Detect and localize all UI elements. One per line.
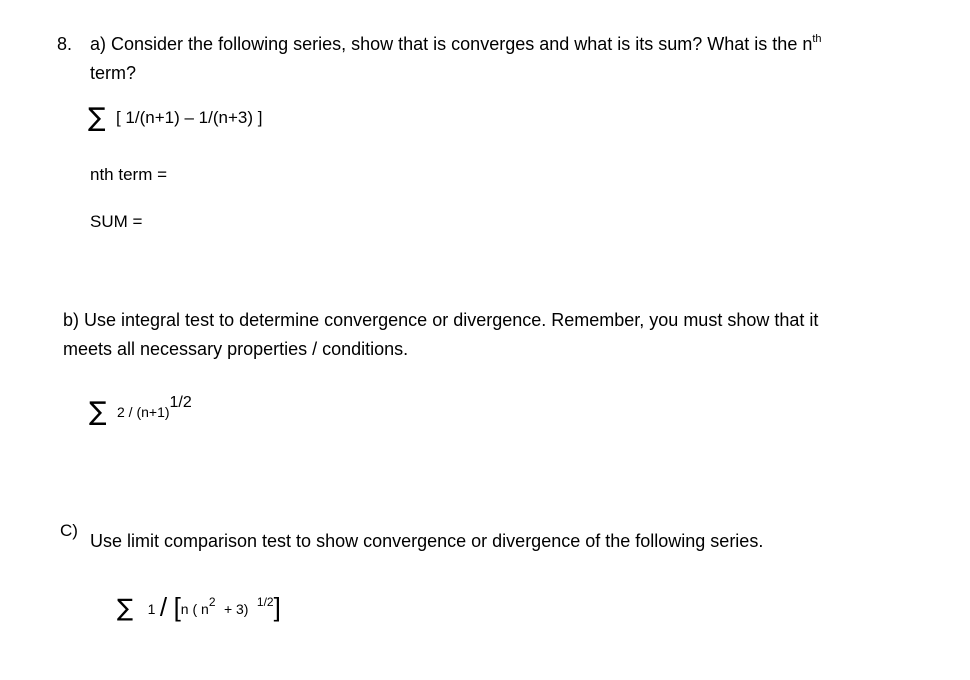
part-c-exponent-2: 2 (208, 595, 216, 609)
summation-icon: ∑ (117, 594, 134, 622)
part-a-series-expression: [ 1/(n+1) – 1/(n+3) ] (115, 108, 263, 127)
part-a-prompt-line1 (90, 33, 822, 55)
part-c-expr-n: n ( n (180, 601, 209, 617)
part-a-series (88, 105, 262, 132)
summation-icon: ∑ (89, 397, 107, 427)
part-a-prompt-superscript: th (812, 33, 822, 45)
nth-term-label: nth term = (90, 165, 168, 184)
part-c-label: C) (60, 521, 78, 540)
part-a-prompt-line2: term? (90, 63, 137, 83)
part-b-prompt-line2: meets all necessary properties / conditions. (63, 339, 409, 359)
part-c-slash: / (159, 592, 168, 622)
part-b-prompt-line1: b) Use integral test to determine convergence or divergence. Remember, you must show that it (63, 310, 819, 330)
part-b-series-base: 2 / (n+1) (116, 404, 170, 420)
question-number: 8. (57, 34, 73, 54)
part-c-open-bracket: [ (173, 592, 181, 622)
part-c-series (117, 594, 281, 621)
part-b-series (89, 394, 192, 427)
part-c-prompt: Use limit comparison test to show convergence or divergence of the following series. (90, 531, 764, 551)
part-a-prompt-text: a) Consider the following series, show that is converges and what is its sum? What is the n (90, 34, 813, 54)
part-c-expr-plus: + 3) (223, 601, 249, 617)
summation-icon: ∑ (88, 103, 106, 133)
part-c-close-bracket: ] (273, 592, 281, 622)
sum-label: SUM = (90, 212, 143, 231)
part-c-expr-numerator: 1 (147, 601, 156, 617)
part-c-exponent-half: 1/2 (256, 595, 274, 609)
part-b-series-exponent: 1/2 (169, 394, 192, 411)
